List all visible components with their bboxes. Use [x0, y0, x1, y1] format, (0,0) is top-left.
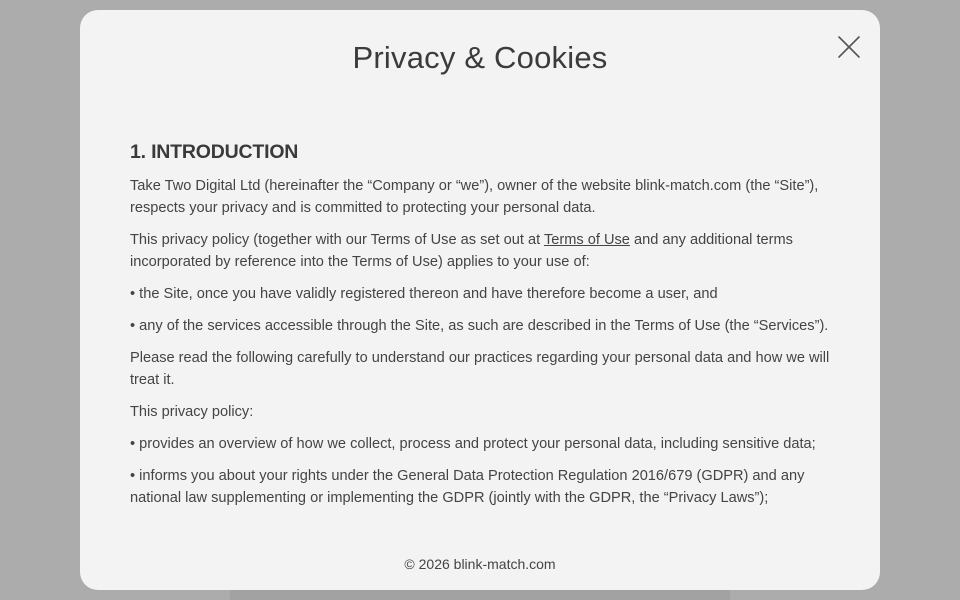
terms-of-use-link[interactable]: Terms of Use: [543, 232, 630, 248]
list-item: • informs you about your rights under the General Data Protection Regulation 2016/679 (GDPR) and any national law supplementing or implementing the GDPR (jointly with the GDPR, the “Privacy Laws”);: [130, 468, 805, 506]
scope-paragraph: [130, 229, 830, 273]
scope-text-before: This privacy policy (together with our Terms of Use as set out at: [130, 232, 544, 248]
backdrop: [230, 590, 730, 600]
intro-paragraph: Take Two Digital Ltd (hereinafter the “Company or “we”), owner of the website blink-match.com (the “Site”), respects your privacy and is committed to protecting your personal data.: [130, 178, 819, 216]
scope-text-after: and any additional terms incorporated by reference into the Terms of Use) applies to your use of:: [130, 232, 793, 270]
list-item: • provides an overview of how we collect, process and protect your personal data, including sensitive data;: [130, 436, 816, 452]
list-item: • the Site, once you have validly registered thereon and have therefore become a user, and: [130, 286, 718, 302]
privacy-modal: [80, 10, 880, 590]
modal-title: Privacy & Cookies: [352, 40, 608, 75]
close-button[interactable]: [836, 34, 862, 60]
list-item: • any of the services accessible through the Site, as such are described in the Terms of Use (the “Services”).: [130, 318, 829, 334]
section-heading: 1. INTRODUCTION: [130, 141, 299, 163]
instruction-paragraph: Please read the following carefully to understand our practices regarding your personal data and how we will treat it.: [130, 350, 830, 388]
policy-lead-paragraph: This privacy policy:: [130, 404, 254, 420]
policy-content[interactable]: [130, 138, 830, 547]
close-icon: [836, 34, 862, 60]
copyright-footer: © 2026 blink-match.com: [404, 556, 556, 572]
